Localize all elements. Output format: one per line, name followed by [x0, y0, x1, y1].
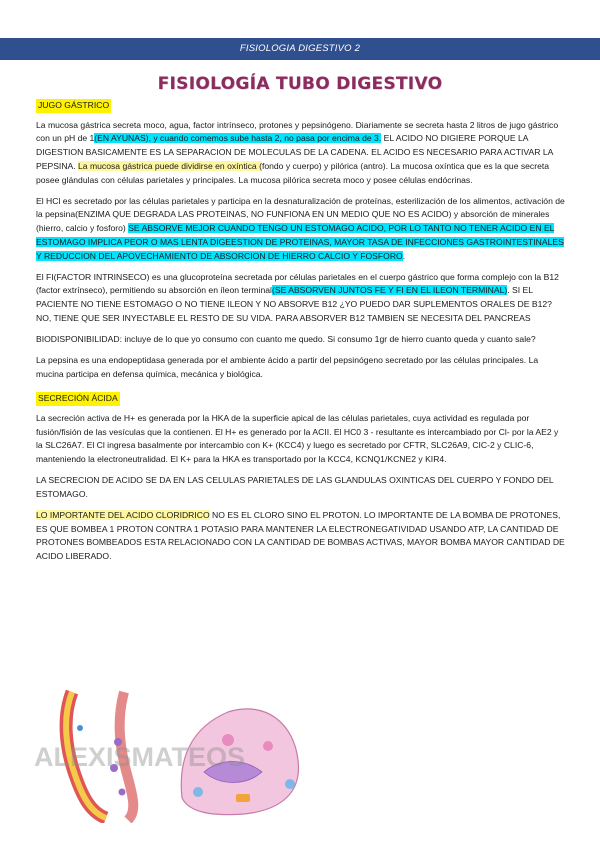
text-run: . SI EL PACIENTE NO TIENE ESTOMAGO O NO TIENE ILEON Y NO ABSORVE B12 ¿YO PUEDO DAR SUPLEMENTOS ORALES DE B12? NO, TIENE QUE SER INYECTABLE EL RESTO DE SU VIDA. PARA ABSORVER B12 TAMBIEN SE NECESITA DEL PANCREAS: [36, 285, 552, 323]
paragraph: LA SECRECION DE ACIDO SE DA EN LAS CELULAS PARIETALES DE LAS GLANDULAS OXINTICAS DEL CUERPO Y FONDO DEL ESTOMAGO.: [36, 475, 554, 499]
transporter: [193, 787, 203, 797]
document-title: FISIOLOGÍA TUBO DIGESTIVO: [157, 74, 443, 94]
paragraph: BIODISPONIBILIDAD: incluye de lo que yo consumo con cuanto me quedo. Si consumo 1gr de hierro cuanto queda y cuanto sale?: [36, 334, 536, 345]
text-run: El HCl es secretado por las células parietales y participa en la desnaturalización de proteínas, esterilización de los alimentos, activación de la pepsina(ENZIMA QUE DEGRADA LAS PROTEINAS, NO FUNFIONA EN UN MEDIO QUE NO ES ACIDO) y absorción de minerales (hierro, calcio y fosforo): [36, 195, 565, 234]
paragraph: La pepsina es una endopeptidasa generada por el ambiente ácido a partir del pepsinógeno secretado por las células principales. La mucina participa en defensa química, mecánica y biológica.: [36, 355, 539, 379]
highlighted-text: LO IMPORTANTE DEL ACIDO CLORIDRICO: [36, 510, 210, 521]
document-body: [36, 96, 566, 571]
paragraph: [36, 195, 566, 264]
highlighted-text: (SE ABSORVEN JUNTOS FE Y FI EN EL ILEON TERMINAL): [271, 285, 508, 296]
transporter: [285, 779, 295, 789]
header-bar: [0, 38, 600, 60]
gastric-gland-illustration: [32, 688, 312, 823]
paragraph: [36, 509, 566, 564]
highlighted-text: La mucosa gástrica puede dividirse en oxíntica (: [78, 160, 262, 171]
proton-pump: [236, 794, 250, 802]
paragraph: [36, 271, 566, 326]
vesicle: [263, 741, 273, 751]
paragraph: [36, 119, 566, 188]
chief-cell: [119, 789, 126, 796]
paragraph: La secreción activa de H+ es generada por la HKA de la superficie apical de las células parietales, cuya actividad es regulada por fusión/fisión de las vesículas que la contienen. El H+ es generado por la ACII. El HC0 3 - resultante es intercambiado por Cl- por la AE2 y la SLC26A7. El Cl ingresa basalmente por intercambio con K+ (KCC4) y luego es secretado por CFTR, SLC26A9, CIC-2 y CLIC-6, manteniendo la electroneutralidad. El K+ para la HKA es transportado por la KCC4, KCNQ1/KCNE2 y KIR4.: [36, 412, 559, 464]
text-run: La mucosa gástrica secreta moco, agua, factor intrínseco, protones y pepsinógeno. Diariamente se secreta hasta 2 litros de jugo gástrico con un pH de 1: [36, 119, 559, 144]
text-run: fondo y cuerpo) y pilórica (antro). La mucosa oxíntica que es la que secreta posee glándulas con células parietales y principales. La mucosa pilórica secreta moco y posee células endócrinas.: [36, 160, 550, 185]
text-run: NO ES EL CLORO SINO EL PROTON. LO IMPORTANTE DE LA BOMBA DE PROTONES, ES QUE BOMBEA 1 PROTON CONTRA 1 POTASIO PARA MANTENER LA ELECTRONEGATIVIDAD USANDO ATP, LA CANTIDAD DE PROTONES BOMBEADOS ESTA RELACIONADO CON LA CANTIDAD DE BOMBAS ACTIVAS, MAYOR BOMBA MAYOR CANTIDAD DE ACIDO LIBERADO.: [36, 510, 565, 562]
section-heading-secrecion-acida: SECRECIÓN ÁCIDA: [36, 392, 120, 406]
header-title: FISIOLOGIA DIGESTIVO 2: [239, 43, 361, 54]
highlighted-text: (EN AYUNAS), y cuando comemos sube hasta 2, no pasa por encima de 3.: [94, 133, 382, 144]
text-run: El FI(FACTOR INTRINSECO) es una glucoproteína secretada por células parietales en el cuerpo gástrico que forma complejo con la B12 (factor extrínseco), permitiendo su absorción en íleon terminal: [36, 271, 559, 296]
watermark-text: ALEXISMATEOS: [34, 742, 246, 772]
mucous-cell: [77, 725, 83, 731]
section-heading-jugo-gastrico: JUGO GÁSTRICO: [36, 99, 111, 113]
text-run: EL ACIDO NO DIGIERE PORQUE LA DIGESTION BASICAMENTE ES LA SEPARACION DE MOLECULAS DE LA CADENA. EL ACIDO ES NECESARIO PARA ACTIVAR LA PEPSINA.: [36, 133, 553, 171]
highlighted-text: SE ABSORVE MEJOR CUANDO TENGO UN ESTOMAGO ACIDO, POR LO TANTO NO TENER ACIDO EN EL ESTOMAGO IMPLICA PEOR O MAS LENTA DIGEESTION DE PROTEINAS, MAYOR TASA DE INFECCIONES GASTROINTESTINALES Y REDUCCION DEL APOVECHAMIENTO DE ABSORCION DE HIERRO CALCIO Y FOSFORO: [36, 223, 564, 261]
text-run: .: [402, 250, 406, 261]
